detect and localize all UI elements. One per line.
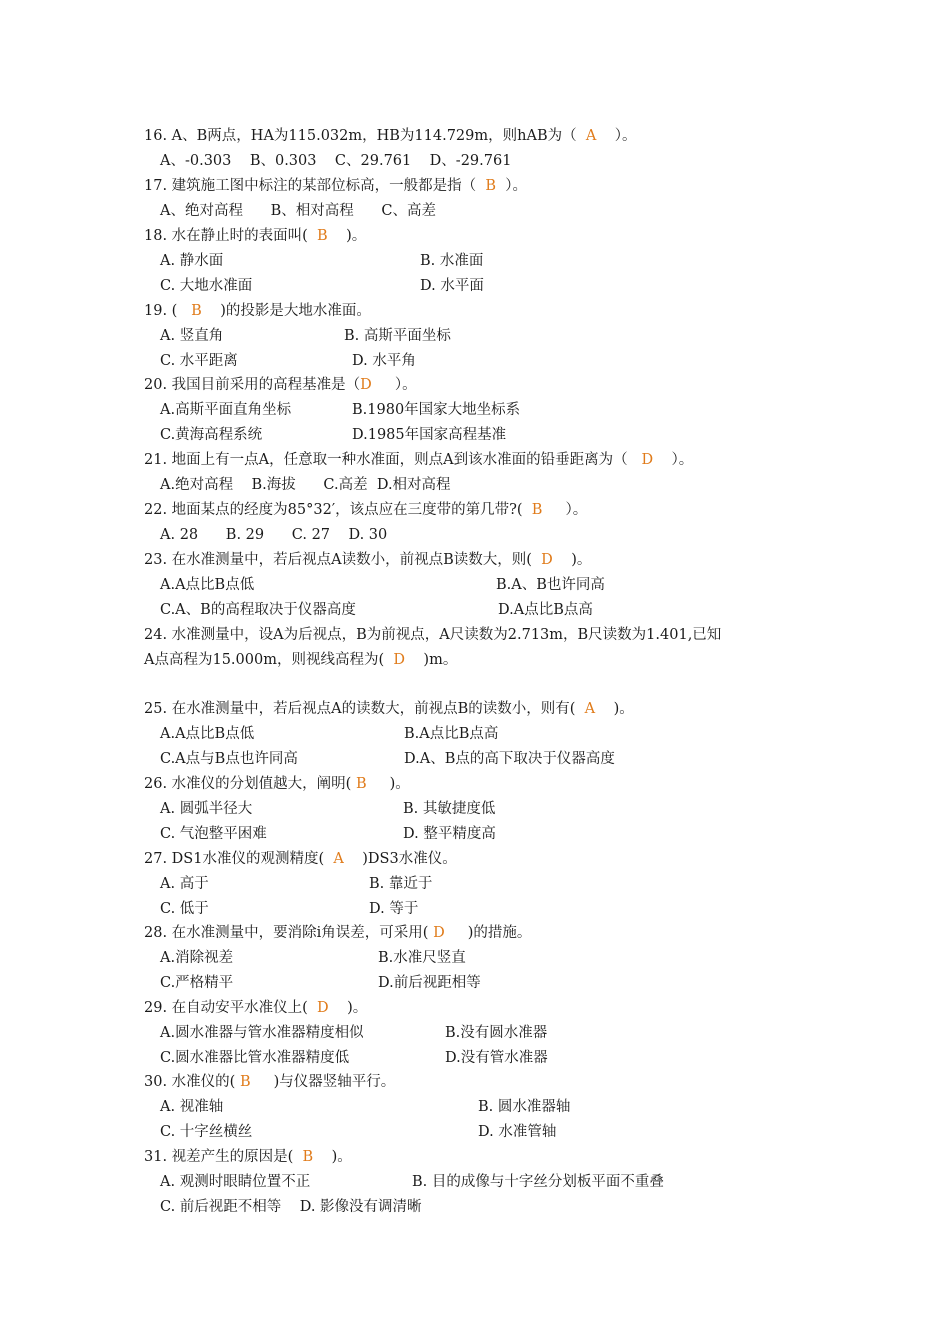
question-23: 23. 在水准测量中，若后视点A读数小，前视点B读数大，则( D )。	[144, 552, 592, 568]
options-26-row-1: A. 圆弧半径大 B. 其敏捷度低	[160, 801, 496, 817]
options-31-row-1: A. 观测时眼睛位置不正 B. 目的成像与十字丝分划板平面不重叠	[160, 1174, 664, 1190]
question-16: 16. A、B两点，HA为115.032m，HB为114.729m，则hAB为（ A ）。	[144, 128, 637, 144]
options-19-row-1: A. 竖直角 B. 高斯平面坐标	[160, 328, 451, 344]
answer-23: D	[541, 552, 553, 568]
answer-19: B	[191, 303, 202, 319]
options-31-row-2: C. 前后视距不相等 D. 影像没有调清晰	[160, 1199, 422, 1215]
options-28-row-2: C.严格精平 D.前后视距相等	[160, 975, 481, 991]
options-23-row-1: A.A点比B点低 B.A、B也许同高	[160, 577, 605, 593]
answer-28: D	[433, 925, 445, 941]
answer-27: A	[333, 851, 344, 867]
answer-16: A	[585, 128, 597, 144]
answer-26: B	[355, 776, 367, 792]
question-24-cont: A点高程为15.000m，则视线高程为( D )m。	[144, 652, 458, 668]
answer-29: D	[317, 1000, 329, 1016]
options-29-row-2: C.圆水准器比管水准器精度低 D.没有管水准器	[160, 1050, 548, 1066]
options-21: A.绝对高程 B.海拔 C.高差 D.相对高程	[160, 477, 451, 493]
answer-25: A	[584, 701, 596, 717]
question-29: 29. 在自动安平水准仪上( D )。	[144, 1000, 368, 1016]
options-30-row-1: A. 视准轴 B. 圆水准器轴	[160, 1099, 571, 1115]
options-25-row-1: A.A点比B点低 B.A点比B点高	[160, 726, 499, 742]
answer-20: D	[360, 377, 372, 393]
options-23-row-2: C.A、B的高程取决于仪器高度 D.A点比B点高	[160, 602, 593, 618]
question-27: 27. DS1水准仪的观测精度( A )DS3水准仪。	[144, 851, 457, 867]
question-31: 31. 视差产生的原因是( B )。	[144, 1149, 352, 1165]
options-25-row-2: C.A点与B点也许同高 D.A、B点的高下取决于仪器高度	[160, 751, 615, 767]
options-30-row-2: C. 十字丝横丝 D. 水准管轴	[160, 1124, 557, 1140]
options-22: A. 28 B. 29 C. 27 D. 30	[160, 527, 388, 543]
question-17: 17. 建筑施工图中标注的某部位标高，一般都是指（ B ）。	[144, 178, 528, 194]
answer-31: B	[302, 1149, 314, 1165]
options-19-row-2: C. 水平距离 D. 水平角	[160, 353, 416, 369]
question-28: 28. 在水准测量中，要消除i角误差，可采用( D )的措施。	[144, 925, 532, 941]
options-27-row-2: C. 低于 D. 等于	[160, 901, 419, 917]
question-30: 30. 水准仪的( B )与仪器竖轴平行。	[144, 1074, 396, 1090]
question-19: 19. ( B )的投影是大地水准面。	[144, 303, 371, 319]
question-24: 24. 水准测量中，设A为后视点，B为前视点，A尺读数为2.713m，B尺读数为1.401,已知	[144, 627, 722, 643]
options-29-row-1: A.圆水准器与管水准器精度相似 B.没有圆水准器	[160, 1025, 548, 1041]
question-21: 21. 地面上有一点A，任意取一种水准面，则点A到该水准面的铅垂距离为（ D ）。	[144, 452, 694, 468]
options-27-row-1: A. 高于 B. 靠近于	[160, 876, 433, 892]
answer-24: D	[393, 652, 405, 668]
options-18-row-1: A. 静水面 B. 水准面	[160, 253, 484, 269]
answer-30: B	[239, 1074, 251, 1090]
answer-17: B	[485, 178, 497, 194]
answer-22: B	[531, 502, 543, 518]
question-22: 22. 地面某点的经度为85°32′，该点应在三度带的第几带?( B ）。	[144, 502, 588, 518]
options-17: A、绝对高程 B、相对高程 C、高差	[160, 203, 437, 219]
question-20: 20. 我国目前采用的高程基准是（D ）。	[144, 377, 417, 393]
question-26: 26. 水准仪的分划值越大，阐明( B )。	[144, 776, 410, 792]
answer-21: D	[641, 452, 654, 468]
answer-18: B	[317, 228, 328, 244]
options-18-row-2: C. 大地水准面 D. 水平面	[160, 278, 484, 294]
options-16: A、-0.303 B、0.303 C、29.761 D、-29.761	[160, 153, 512, 169]
question-18: 18. 水在静止时的表面叫( B )。	[144, 228, 367, 244]
question-25: 25. 在水准测量中，若后视点A的读数大，前视点B的读数小，则有( A )。	[144, 701, 634, 717]
options-20-row-2: C.黄海高程系统 D.1985年国家高程基准	[160, 427, 507, 443]
options-28-row-1: A.消除视差 B.水准尺竖直	[160, 950, 466, 966]
options-26-row-2: C. 气泡整平困难 D. 整平精度高	[160, 826, 496, 842]
options-20-row-1: A.高斯平面直角坐标 B.1980年国家大地坐标系	[160, 402, 521, 418]
